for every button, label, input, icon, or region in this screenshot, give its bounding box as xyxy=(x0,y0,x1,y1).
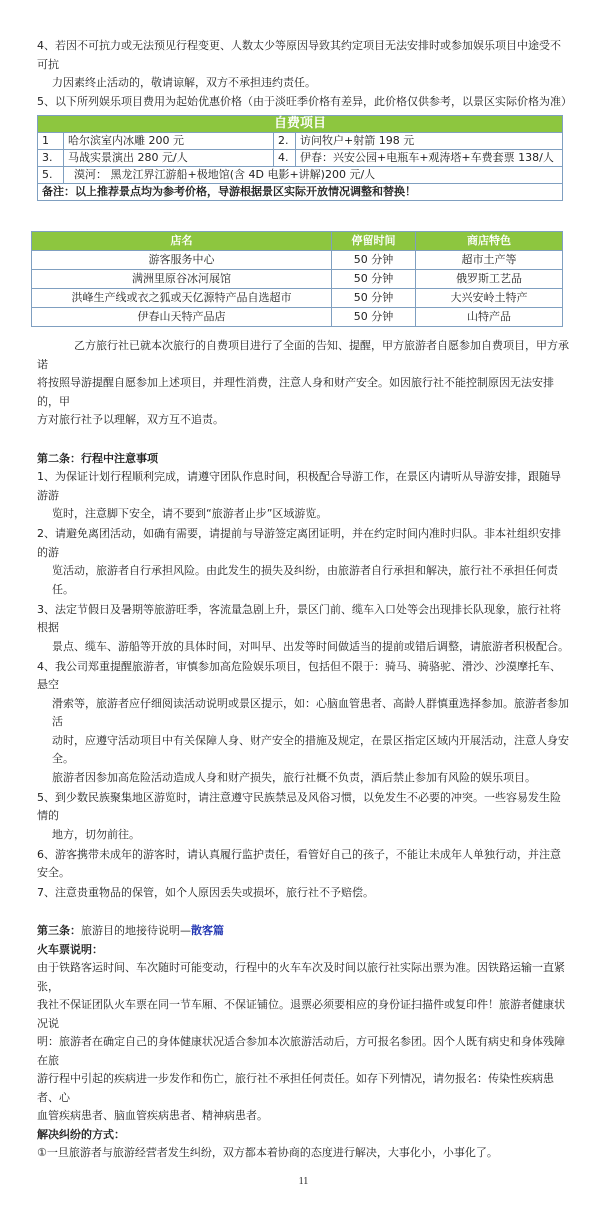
cell: 3. xyxy=(38,150,64,167)
article-2-title: 第二条：行程中注意事项 xyxy=(37,451,158,465)
table-row xyxy=(32,308,563,327)
list-item-line: 1、为保证计划行程顺利完成，请遵守团队作息时间，积极配合导游工作，在景区内请听从导游安排，跟随导游游 xyxy=(37,470,561,502)
table-row xyxy=(32,289,563,308)
article-highlight: 散客篇 xyxy=(191,924,224,937)
list-item-line: 景点、缆车、游船等开放的具体时间，对叫早、出发等时间做适当的提前或错后调整，请旅游者积极配合。 xyxy=(52,639,569,653)
dispute-text: ①一旦旅游者与旅游经营者发生纠纷，双方都本着协商的态度进行解决，大事化小，小事化了。 xyxy=(37,1146,498,1159)
list-item-line: 5、到少数民族聚集地区游览时，请注意遵守民族禁忌及风俗习惯，以免发生不必要的冲突。一些容易发生险情的 xyxy=(37,790,561,822)
table-row xyxy=(32,251,563,270)
cell: 50 分钟 xyxy=(332,251,416,270)
list-item-line: 2、请避免离团活动，如确有需要，请提前与导游签定离团证明，并在约定时间内准时归队。非本社组织安排的游 xyxy=(37,527,561,559)
cell: 俄罗斯工艺品 xyxy=(416,270,563,289)
intro-item-4 xyxy=(37,37,570,93)
cell: 满洲里原谷冰河展馆 xyxy=(32,270,332,289)
col-header: 店名 xyxy=(32,232,332,251)
table-row xyxy=(38,167,563,184)
cell: 1 xyxy=(38,133,64,150)
col-header: 停留时间 xyxy=(332,232,416,251)
cell: 50 分钟 xyxy=(332,308,416,327)
list-item-line: 7、注意贵重物品的保管，如个人原因丢失或损坏，旅行社不予赔偿。 xyxy=(37,886,374,899)
text-line: 力因素终止活动的，敬请谅解，双方不承担违约责任。 xyxy=(52,76,316,89)
self-pay-table xyxy=(37,115,563,201)
text-line: 我社不保证团队火车票在同一节车厢、不保证铺位。退票必须要相应的身份证扫描件或复印件！旅游者健康状况说 xyxy=(37,998,565,1030)
cell: 漠河： 黑龙江界江游船+极地馆(含 4D 电影+讲解)200 元/人 xyxy=(64,167,563,184)
table-row xyxy=(38,184,563,201)
intro-item-5: 5、以下所列娱乐项目费用为起始优惠价格（由于淡旺季价格有差异，此价格仅供参考，以景区实际价格为准） xyxy=(37,94,572,108)
shop-table xyxy=(31,231,563,327)
text-line: 将按照导游提醒自愿参加上述项目，并理性消费，注意人身和财产安全。如因旅行社不能控制原因无法安排的，甲 xyxy=(37,376,554,408)
train-paragraph xyxy=(37,959,570,1126)
text-line: 乙方旅行社已就本次旅行的自费项目进行了全面的告知、提醒，甲方旅游者自愿参加自费项目，甲方承诺 xyxy=(37,339,569,371)
self-pay-title: 自费项目 xyxy=(38,116,563,133)
article-3-title xyxy=(37,922,570,941)
list-item-line: 4、我公司郑重提醒旅游者，审慎参加高危险娱乐项目，包括但不限于：骑马、骑骆驼、滑沙、沙漠摩托车、悬空 xyxy=(37,659,561,691)
cell: 50 分钟 xyxy=(332,270,416,289)
train-heading: 火车票说明： xyxy=(37,942,103,956)
list-item-line: 6、游客携带未成年的游客时，请认真履行监护责任，看管好自己的孩子，不能让未成年人单独行动，并注意安全。 xyxy=(37,847,561,879)
article-3 xyxy=(37,922,570,1163)
article-2-list xyxy=(37,468,570,904)
cell: 50 分钟 xyxy=(332,289,416,308)
text-line: 方对旅行社予以理解，双方互不追责。 xyxy=(37,413,224,426)
list-item-line: 动时，应遵守活动项目中有关保障人身、财产安全的措施及规定，在景区指定区域内开展活动，注意人身安全。 xyxy=(52,733,569,765)
cell: 伊春山天特产品店 xyxy=(32,308,332,327)
list-item-line: 3、法定节假日及暑期等旅游旺季，客流量急剧上升，景区门前、缆车入口处等会出现排长队现象，旅行社将根据 xyxy=(37,602,561,634)
text-line: 游行程中引起的疾病进一步发作和伤亡，旅行社不承担任何责任。如存下列情况，请勿报名：传染性疾病患者、心 xyxy=(37,1072,554,1104)
cell: 游客服务中心 xyxy=(32,251,332,270)
text-line: 由于铁路客运时间、车次随时可能变动，行程中的火车车次及时间以旅行社实际出票为准。因铁路运输一直紧张， xyxy=(37,961,565,993)
text-line: 明：旅游者在确定自己的身体健康状况适合参加本次旅游活动后，方可报名参团。因个人既有病史和身体残障在旅 xyxy=(37,1035,565,1067)
article-label: 第三条： xyxy=(37,924,81,937)
cell: 2. xyxy=(274,133,296,150)
self-pay-note: 备注：以上推荐景点均为参考价格，导游根据景区实际开放情况调整和替换！ xyxy=(38,184,563,201)
cell: 洪峰生产线或衣之狐或天亿源特产品自选超市 xyxy=(32,289,332,308)
cell: 哈尔滨室内冰雕 200 元 xyxy=(64,133,274,150)
cell: 超市土产等 xyxy=(416,251,563,270)
cell: 5. xyxy=(38,167,64,184)
list-item-line: 地方，切勿前往。 xyxy=(52,827,140,841)
self-pay-paragraph xyxy=(37,337,570,430)
cell: 大兴安岭土特产 xyxy=(416,289,563,308)
table-row xyxy=(38,150,563,167)
cell: 4. xyxy=(274,150,296,167)
page-number: 11 xyxy=(298,1175,309,1187)
article-title: 旅游目的地接待说明— xyxy=(81,924,191,937)
cell: 访问牧户+射箭 198 元 xyxy=(296,133,563,150)
dispute-heading: 解决纠纷的方式： xyxy=(37,1127,125,1141)
table-row xyxy=(32,270,563,289)
list-item-line: 览活动，旅游者自行承担风险。由此发生的损失及纠纷，由旅游者自行承担和解决，旅行社不承担任何责任。 xyxy=(52,564,558,596)
article-2 xyxy=(37,450,570,905)
text-line: 血管疾病患者、脑血管疾病患者、精神病患者。 xyxy=(37,1109,268,1122)
cell: 山特产品 xyxy=(416,308,563,327)
cell: 伊春：兴安公园+电瓶车+观涛塔+车费套票 138/人 xyxy=(296,150,563,167)
list-item-line: 旅游者因参加高危险活动造成人身和财产损失，旅行社概不负责，酒后禁止参加有风险的娱乐项目。 xyxy=(52,770,536,784)
list-item-line: 滑索等，旅游者应仔细阅读活动说明或景区提示，如：心脑血管患者、高龄人群慎重选择参加。旅游者参加活 xyxy=(52,696,569,728)
table-row xyxy=(38,133,563,150)
cell: 马战实景演出 280 元/人 xyxy=(64,150,274,167)
text-line: 4、若因不可抗力或无法预见行程变更、人数太少等原因导致其约定项目无法安排时或参加娱乐项目中途受不可抗 xyxy=(37,39,561,71)
col-header: 商店特色 xyxy=(416,232,563,251)
list-item-line: 览时，注意脚下安全，请不要到“旅游者止步”区域游览。 xyxy=(52,507,328,520)
